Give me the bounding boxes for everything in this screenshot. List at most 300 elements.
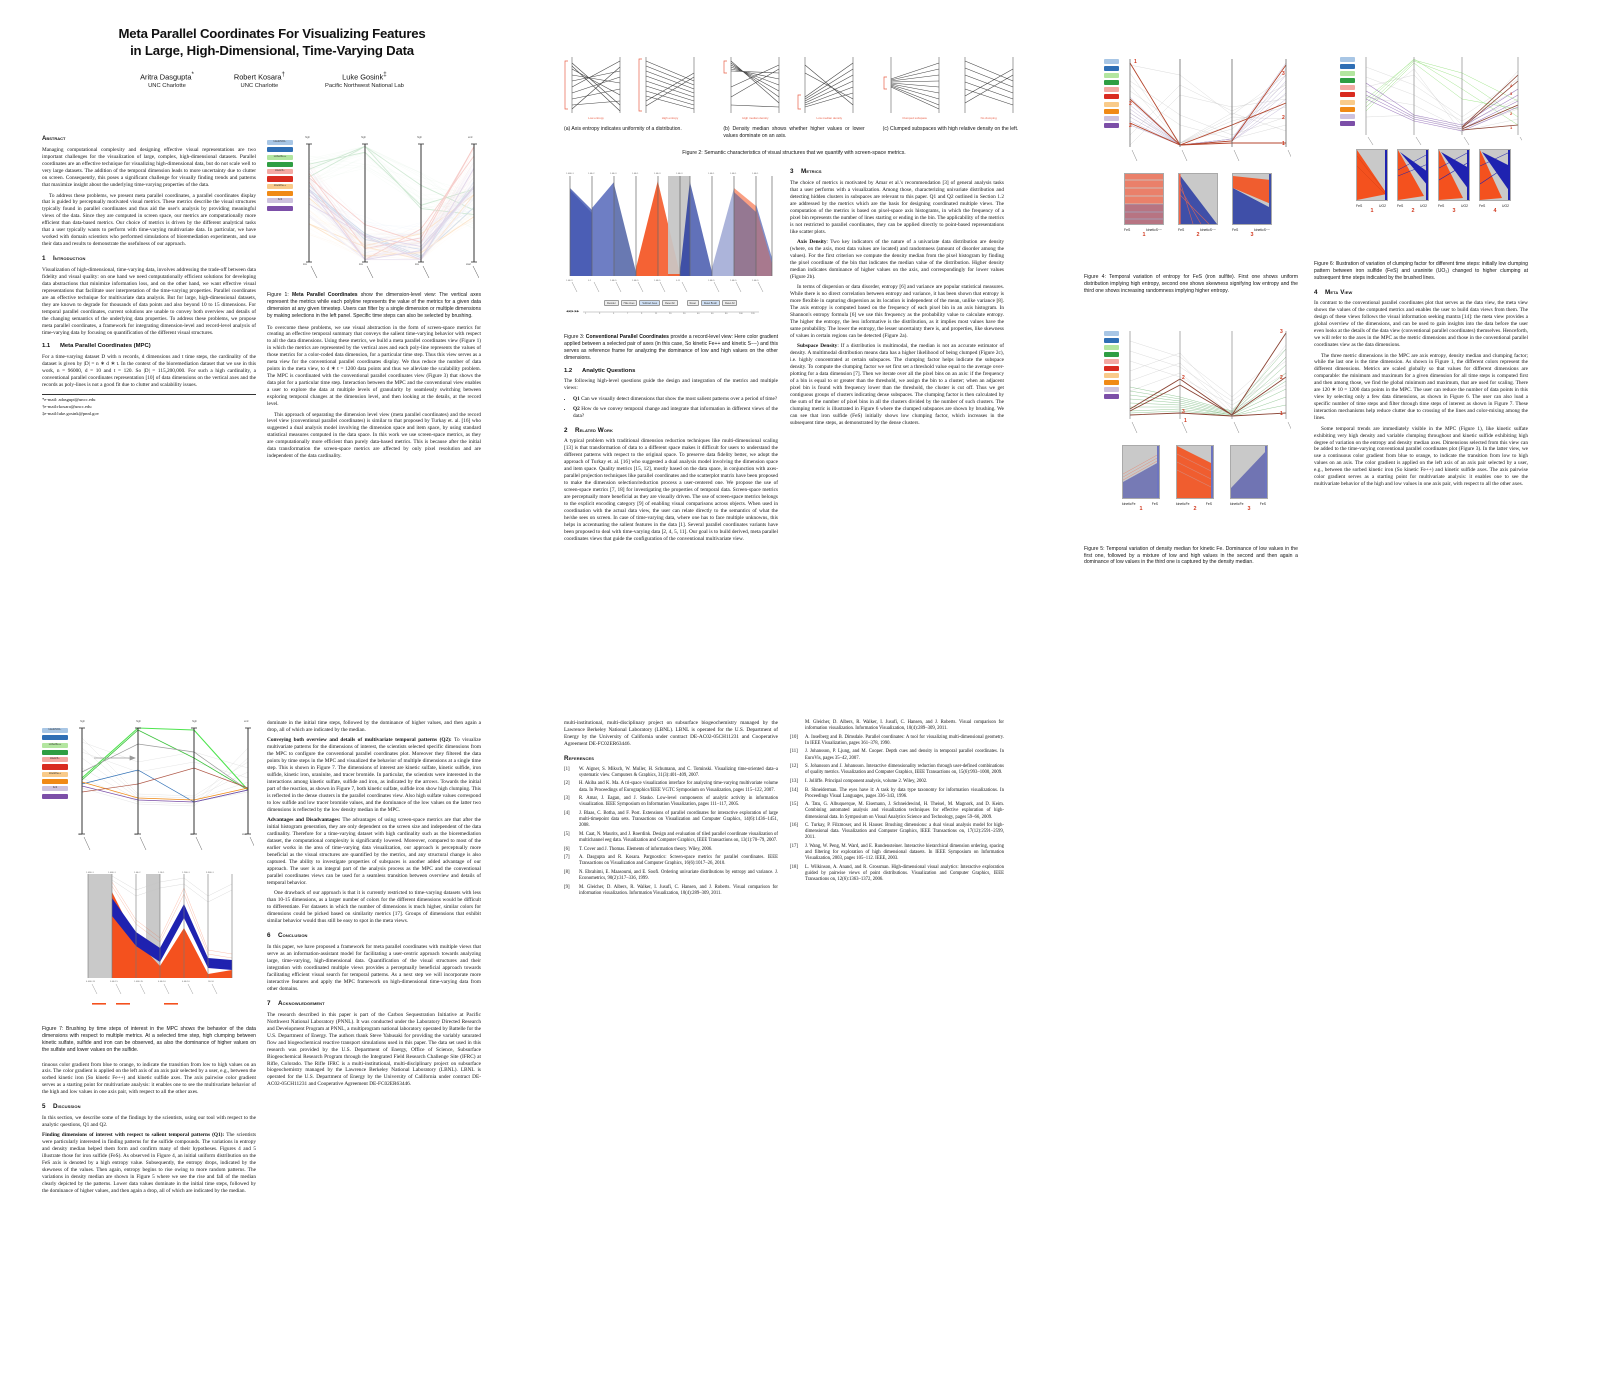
legend-chip[interactable]: FeS: [42, 786, 68, 791]
timeline-icon: ◀◀ ▶ ▶▶: [566, 308, 580, 313]
legend-chip[interactable]: [1340, 64, 1355, 69]
svg-text:11: 11: [654, 313, 658, 315]
figure-3: [564, 168, 778, 318]
metrics-entropy: In terms of dispersion or data disorder, entropy [6] and variance are popular statistical measures. While there is no direct correlation between entropy and variance, it has been shown that entropy is more flexible in capturing dispersion as its location is independent of the mean, unlike variance [8]. The axis entropy is computed based on the frequency of each pixel bin in an axis histogram. In Shannon's entropy formula [6] we use this frequency as the probability value to calculate entropy. The higher the entropy, the less informative is the distribution, as it implies most values have the same probability. The lower the entropy, the lesser uncertainty there is, and properties, like skewness of values in certain regions can be detected (Figure 2a).: [790, 283, 1004, 339]
subtract-axes-button[interactable]: Subtract Axes: [639, 300, 660, 306]
figure-6: [1314, 53, 1528, 253]
figure-7-mpc-plot[interactable]: [74, 722, 254, 854]
column-4: [790, 168, 1004, 430]
reference-item: [4] J. Blaas, C. Botha, and F. Post. Extensions of parallel coordinates for interactive exploration of large multi-timepoint data sets. Transactions on Visualization and Computer Graphics, 14(6):1436–1451, 2008.: [564, 810, 778, 829]
column-1: [42, 136, 256, 417]
section-heading-conclusion: 6 Conclusion: [267, 932, 308, 940]
svg-text:4.00E-13: 4.00E-13: [86, 981, 95, 983]
column-3: [564, 168, 778, 546]
legend-chip[interactable]: kineticFe++: [267, 191, 293, 196]
panel-left-label: FeS: [1397, 203, 1404, 208]
svg-text:4.0E-16: 4.0E-16: [182, 981, 190, 983]
svg-text:1.00E-15: 1.00E-15: [134, 981, 143, 983]
reference-item: [17] J. Wang, W. Peng, M. Ward, and E. Rundensteiner. Interactive hierarchical dimension ordering, spacing and filtering for exploration of high dimensional datasets. In IEEE Symposium on Information Visualization, 2003, pages 105–112. IEEE, 2003.: [790, 844, 1004, 862]
legend-chip[interactable]: kineticFe++: [267, 184, 293, 189]
discussion-q2: Conveying both overview and details of multivariate temporal patterns (Q2): To visualize multivariate patterns for the dimensions of interest, the scientists selected specific dimensions from the MPC to configure the conventional parallel coordinates plot. Moreover they filtered the data points by time steps in the MPC and visualized the behavior of multiple dimensions at a single time step. This is shown in Figure 7. The dimensions of interest are kinetic sulfate, kinetic sulfide, iron sulfide, kinetic iron, uraninite, and tracer bromide. In particular, the scientists were interested in the interactions among kinetic sulfate, sulfide and iron, as indicated by the arrows. Towards the initial part of the reaction, as shown in Figure 7, both kinetic sulfate, sulfide iron show high clumping. This is reflected in the dense clusters in the parallel coordinates view. Also high sulfate values correspond to low sulfide and low tracer bromide values, and the dominance of the low values on the latter two dimensions is reflected by the low density median in the MPC.: [267, 737, 482, 813]
legend-chip[interactable]: FeS: [267, 198, 293, 203]
legend-chip[interactable]: [1340, 71, 1355, 76]
svg-text:30: 30: [682, 313, 686, 315]
svg-text:1: 1: [584, 313, 587, 315]
reference-item: [7] A. Dasgupta and R. Kosara. Pargnostics: Screen-space metrics for parallel coordinates. IEEE Transactions on Visualization and Computer Graphics, 16(6):1017–26, 2010.: [564, 855, 778, 867]
intro-p1: Visualization of high-dimensional, time-varying data, involves addressing the trade-off between data fidelity and visual quality: on one hand we need computationally efficient solutions for developing data abstractions that minimize information loss, and on the other hand, we want effective visual representations that facilitate user interpretation of the time-varying properties. Parallel coordinates are an effective technique for multivariate data analysis. But for large, high-dimensional datasets, they are known to degrade for thousands of data points and also beyond 10 to 15 dimensions. For temporal parallel coordinates, current solutions are unable to convey both overview and details of the changing semantics of the underlying data properties. To address these problems, we propose meta parallel coordinates, a framework for integrating dimension-level and record-level analysis of time-varying data by focusing on quantification of the different visual structures.: [42, 267, 256, 337]
paper-page-2: [24, 700, 1584, 1320]
metrics-axis-density: Axis Density: Two key indicators of the nature of a univariate data distribution are density (where, on the axis, most data values are located) and randomness (amount of disorder among the values). For the first criterion we compute the density median from the pixel histogram by finding the pixel coordinate of the bin that indicates the median value of the distribution. Higher density median indicates dominance of higher values on the axis, and correspondingly for lower values (Figure 2b).: [790, 238, 1005, 280]
axis-top-label: high: [136, 720, 141, 723]
column-6: [1314, 53, 1528, 492]
figure-5-annotation: 2: [1280, 374, 1283, 381]
author-2: Luke Gosink‡ Pacific Northwest National Lab: [324, 70, 404, 90]
svg-text:1E-10: 1E-10: [208, 981, 214, 983]
axis-top-label: high: [80, 720, 85, 723]
figure-3-caption: Figure 3: Conventional Parallel Coordinates provide a record-level view: Here color gradient applied between a selected pair of axes (in this case, So kinetic Fe++ and kinetic S−−) and this serves as reference frame for analyzing the dominance of low and high values on the other dimensions.: [564, 334, 778, 361]
svg-text:1.0E-5: 1.0E-5: [610, 280, 617, 282]
figure-6-panel-1: [1356, 149, 1388, 216]
svg-text:1.0E-5: 1.0E-5: [632, 280, 639, 282]
reference-item: M. Gleicher, D. Albers, R. Walker, I. Jusufi, C. Hansen, and J. Roberts. Visual comparison for information visualization. Information Visualization, 10(4):289–309, 2011.: [805, 720, 1004, 732]
panel-number: 1: [1370, 208, 1374, 215]
legend-chip[interactable]: [1104, 109, 1119, 114]
axis-bottom-label: low: [359, 263, 363, 266]
legend-chip[interactable]: kineticS--: [267, 169, 293, 174]
svg-text:80: 80: [724, 313, 728, 315]
panel-left-label: FeS: [1178, 227, 1185, 232]
panel-right-label: kineticS−−: [1200, 227, 1216, 232]
figure-4-plot[interactable]: [1126, 55, 1291, 173]
legend-chip[interactable]: [1104, 394, 1119, 399]
figure-2b-right-plot: [797, 53, 861, 123]
svg-text:1.0E-5: 1.0E-5: [708, 280, 715, 282]
svg-text:1.0E-3: 1.0E-3: [676, 173, 683, 175]
svg-text:1.00E-1: 1.00E-1: [566, 173, 574, 175]
panel-left-label: FeS: [1232, 227, 1239, 232]
metaview-p2: The three metric dimensions in the MPC are axis entropy, density median and clumping factor; while the last one is the time dimension. As shown in Figure 1, the different colors represent the different dimensions. Metrics are scaled globally so that values for different dimensions are comparable: the minimum and maximum for a given dimension for all time steps is computed first and then among those, we find the global minimum and maximum, that are used for scaling. There are 120 ∗ 10 = 1200 data points in the MPC. The user can reduce the number of data points in this view by selecting only a few data dimensions, as shown in Figure 6. The user can also load a specific number of time steps and filter through time steps of interest as shown in Figure 7. These interaction mechanisms help reduce clutter due to crossing of the lines and color-mixing among the lines.: [1314, 352, 1528, 422]
legend-chip[interactable]: [1340, 57, 1355, 62]
related-p1: A typical problem with traditional dimension reduction techniques like multi-dimensional scaling [13] is that transformation of data to a different space makes it difficult for users to understand the different patterns with respect to the original space. To preserve data fidelity better, we adopt the approach of Turkay et. al. [16] who suggested a dual analysis model involving the dimension space and item space. Quality metrics [15, 12], mostly based on the data space, in conjunction with axes-parallel projection techniques like parallel coordinates and the scatterplot matrix have been proposed to make the dimension selection/reduction process a user-centered one. We propose the use of screen-space metrics [7, 18] for investigating the properties of temporal data. Screen-space metrics are perceptually more beneficial as they are visually driven. The use of screen-space metrics belongs to the explicit encoding category [9] of enabling visual comparisons across objects. When used in coordination with the actual data view, the user can relate directly to the semantics of what the he/she sees on screen. In case of time-varying data, where one has to face multiple unknowns, this helps in accentuating the salient features in the data [1]. Several parallel coordinates variants have been proposed to deal with time-varying data [2, 4, 5, 11]. Our goal is to build derived, meta parallel coordinates views that guide the configuration of the conventional multivariate view.: [564, 438, 778, 543]
page-title: Meta Parallel Coordinates For Visualizing Features in Large, High-Dimensional, Time-Varying Data: [118, 26, 426, 58]
svg-text:1.0E-2: 1.0E-2: [134, 872, 141, 874]
figure-2a-right-plot: [638, 53, 702, 123]
figure-2b-left-plot: [723, 53, 787, 123]
figure-4-legend[interactable]: [1104, 59, 1119, 128]
axis-bottom-label: low: [303, 263, 307, 266]
figure-5-caption: Figure 5: Temporal variation of density median for kinetic Fe. Dominance of low values in the first one, followed by a mixture of low and high values in the second and then again a dominance of low values in the third one is captured by the density median.: [1084, 545, 1298, 566]
axis-bottom-label: low: [415, 263, 419, 266]
figure-5-annotation: 1: [1280, 410, 1283, 417]
svg-text:1.0E-3: 1.0E-3: [610, 173, 617, 175]
column-5: [1084, 53, 1298, 566]
abstract-heading: Abstract: [42, 136, 66, 142]
panel-plot: [1124, 173, 1164, 225]
legend-chip[interactable]: [1104, 66, 1119, 71]
svg-text:60: 60: [710, 313, 714, 315]
panel-number: 3: [1452, 208, 1456, 215]
svg-text:1.0E-1: 1.0E-1: [708, 173, 715, 175]
legend-chip[interactable]: [1340, 100, 1355, 105]
panel-plot: [1356, 149, 1388, 201]
metaview-p3: Some temporal trends are immediately visible in the MPC (Figure 1), like kinetic sulfate exhibiting very high density and variable clumping throughout and kinetic sulfide exhibiting high degree of variation on the entropy and density median axes. Dimensions selected from this view can be added to the time-varying conventional parallel coordinates plot (Figure 3). In the latter view, we use a continuous color gradient from blue to orange, to indicate the transition from low to high values on an axis. The color gradient is applied on the left axis of an axis pair selected by a user, e.g., between the sorbed kinetic iron (So kinetic Fe++) and kinetic sulfide axes. The axis pairwise color gradient serves as a starting point for multivariate analysis: it enables one to see the multivariate behavior of the high and low values in one axis pair, with respect to all the other axes.: [1314, 425, 1528, 488]
figure-2b-label-high: High median density: [742, 116, 769, 120]
legend-chip[interactable]: [1340, 78, 1355, 83]
section-heading-references: References: [564, 754, 594, 762]
figure-6-annotation: 1: [1510, 125, 1513, 130]
legend-chip[interactable]: [1104, 345, 1119, 350]
legend-chip[interactable]: [1104, 387, 1119, 392]
axis-bottom-label: start: [242, 833, 248, 836]
question-q1: • Q1 Can we visually detect dimensions that show the most salient patterns over a period of time?: [573, 396, 778, 403]
metaview-p1: In contrast to the conventional parallel coordinates plot that serves as the data view, the meta view shows the values of the computed metrics and enables the user to build data views from them. The design of these views follows the visual information seeking mantra [14]: the meta view provides a global overview of the dimensions, and can be used to gain insights into the data before the user even looks at the details of the data view (conventional parallel coordinates) themselves. Henceforth, we will refer to the axes in the MPC as the metric dimensions and those in the conventional parallel coordinates view as the data dimensions.: [1314, 300, 1529, 349]
figure-6-annotation: 4: [1510, 83, 1513, 88]
figure-5-annotation: 2: [1182, 374, 1185, 381]
figure-4-panel-1: [1124, 173, 1164, 240]
metrics-p1: The choice of metrics is motivated by Amar et al.'s recommendation [3] of general analysis tasks that a user performs with a visualization. Among those, characterizing univariate distribution and detecting hidden clusters in subspaces are relevant to this paper. Q1 and Q2 outlined in Section 1.2 are addressed by the metrics which are the basis for designing coordinated multiple views. The computation of the metrics is based on pixel-space axis histograms, in which the frequency of a pixel bin represents the number of lines starting or ending in the bin. The applicability of the metrics is not restricted to parallel coordinates, they can be applied directly to point-based representations like scatter plots.: [790, 179, 1004, 235]
figure-4-annotation: 3: [1282, 71, 1285, 77]
legend-chip[interactable]: [1104, 373, 1119, 378]
reference-item: [3] R. Amar, J. Eagan, and J. Stasko. Low-level components of analytic activity in information visualization. IEEE Symposium on Information Visualization, pages 111–117, 2005.: [564, 796, 778, 808]
discussion-advantages: Advantages and Disadvantages: The advantages of using screen-space metrics are that after the initial histogram generation, they are only dependent on the screen size and independent of the data cardinality. Therefore for a time-varying dataset with high cardinality such as the bioremediation dataset, the computational complexity is significantly lowered. Moreover, compared to most of the earlier works in the area of time-varying data visualization, our approach is perceptually more beneficial as the visual structures are quantified by the metrics, and any structural change is also captured. The ability to investigate properties of subspaces is another added advantage of our approach. The user is an integral part of the analysis process as the MPC and the conventional parallel coordinates views can be used for a seamless transition between overview and details of temporal behavior.: [267, 817, 481, 887]
figure-2a-label-high: High entropy: [661, 116, 679, 120]
figure-7: [42, 720, 256, 1020]
title-block: [42, 26, 502, 89]
panel-left-label: FeS: [1124, 227, 1131, 232]
reference-item: [10] A. Inselberg and B. Dimsdale. Parallel coordinates: A tool for visualizing multi-dimensional geometry. In IEEE Visualization, pages 361–378, 1990.: [790, 734, 1004, 746]
column-7: [42, 720, 256, 1198]
legend-chip[interactable]: [1340, 92, 1355, 97]
figure-2c-caption: (c) Clumped subspaces with high relative density on the left.: [882, 126, 1019, 133]
panel-right-label: kineticS−−: [1254, 227, 1270, 232]
figure-2: [564, 53, 1024, 156]
legend-chip[interactable]: kineticS--: [42, 757, 68, 762]
svg-text:7: 7: [626, 313, 629, 315]
axis-top-label: high: [361, 136, 366, 139]
legend-chip[interactable]: [1104, 87, 1119, 92]
discussion-drawback: One drawback of our approach is that it is currently restricted to time-varying datasets with less than 10-15 dimensions, as a larger number of colors for the different dimensions would be difficult to differentiate. For datasets in which the number of dimensions is much higher, similar colors for dimensions could be picked based on similarity metrics [17]. Groups of dimensions that exhibit similar behavior would thus still be easy to spot in the meta views.: [267, 890, 481, 925]
reset-all-button-2[interactable]: Reset All: [722, 300, 737, 306]
figure-5-panel-1: [1122, 445, 1160, 514]
question-q2: • Q2 How do we convey temporal change and integrate that information in different views of the data?: [573, 406, 778, 420]
legend-chip[interactable]: [1104, 80, 1119, 85]
section-heading-analytic-questions: 1.2 Analytic Questions: [564, 367, 636, 374]
panel-number: 1: [1139, 506, 1143, 513]
legend-chip[interactable]: kineticS--: [42, 764, 68, 769]
axis-bottom-label: low: [134, 833, 138, 836]
svg-text:1.0E-5: 1.0E-5: [654, 280, 661, 282]
svg-text:1.0E-3: 1.0E-3: [654, 173, 661, 175]
figure-6-panels: [1356, 149, 1511, 216]
timeline-slider[interactable]: [581, 308, 761, 315]
legend-chip[interactable]: sorbedFe++: [267, 155, 293, 160]
figure-6-legend[interactable]: [1340, 57, 1355, 126]
mpc-p2: To overcome these problems, we use visual abstraction in the form of screen-space metrics for creating an effective temporal summary that conveys the salient time-varying behavior with respect to all the data dimensions. Using these metrics, we build a meta parallel coordinates view (Figure 1) in which the metrics are represented by the vertical axes and each poly-line represents the values of those metrics for a color-coded data dimension, for a particular time step. Thus this view serves as a meta view for the conventional parallel coordinates display. We thus reduce the number of data points in the meta view, to d ∗ t = 1200 data points and thus we alleviate the scalability problem. The MPC is coordinated with the conventional parallel coordinates view (Figure 3) that shows the data plot for a particular time step. Interaction between the MPC and the conventional view enables a user to explore the data at multiple levels of granularity by seamlessly switching between exploring temporal changes at the dimension level, and then looking at the details, at the record level.: [267, 324, 481, 408]
column-9: [564, 720, 778, 899]
reference-item: [8] N. Ebrahimi, E. Maasoumi, and E. Soofi. Ordering univariate distributions by entropy and variance. J. Econometrics, 90(2):317–336, 1999.: [564, 869, 778, 882]
panel-plot: [1178, 173, 1218, 225]
svg-text:1.1E-1: 1.1E-1: [158, 872, 165, 874]
legend-chip[interactable]: [1340, 121, 1355, 126]
svg-text:1.0E-5: 1.0E-5: [752, 280, 759, 282]
figure-6-annotation: 3: [1510, 91, 1513, 96]
legend-chip[interactable]: [1104, 94, 1119, 99]
figure-2a: [564, 53, 705, 140]
reference-item: [11] J. Johansson, P. Ljung, and M. Cooper. Depth cues and density in temporal parallel coordinates. In EuroVis, pages 35–42, 2007.: [790, 749, 1004, 761]
panel-right-label: kineticS−−: [1146, 227, 1162, 232]
reference-item: [6] T. Cover and J. Thomas. Elements of information theory. Wiley, 2006.: [564, 846, 713, 852]
figure-1-plot[interactable]: [299, 136, 479, 281]
figure-4-panels: [1124, 173, 1272, 240]
figure-6-caption: Figure 6: Illustration of variation of clumping factor for different time steps: initially low clumping pattern between iron sulfide (FeS) and uraninite (UO₂) changed to higher clumping at subsequent time steps indicated by the brushed lines.: [1314, 261, 1529, 281]
figure-4-annotation: 2: [1129, 123, 1132, 129]
figure-2c: [883, 53, 1024, 140]
figure-2c-label-noclump: No clumping: [980, 116, 997, 120]
column-2: [267, 136, 481, 464]
svg-text:9: 9: [640, 313, 643, 315]
panel-left-label: FeS: [1438, 203, 1445, 208]
reference-item: [5] M. Caat, N. Maurits, and J. Roerdink. Design and evaluation of tiled parallel coordinate visualization of multichannel eeg data. Visualization and Computer Graphics, IEEE Transactions on, 13(1):70–79, 2007.: [564, 831, 778, 844]
figure-4-annotation: 2: [1282, 115, 1285, 121]
panel-right-label: UO2: [1461, 203, 1468, 208]
reference-item: [13] I. Jolliffe. Principal component analysis, volume 2. Wiley, 2002.: [790, 778, 928, 784]
figure-4-panel-2: [1178, 173, 1218, 240]
legend-chip[interactable]: [1104, 73, 1119, 78]
column-10: [790, 720, 1004, 886]
figure-4-annotation: 2: [1129, 101, 1132, 107]
panel-left-label: kineticFe: [1122, 501, 1136, 506]
figure-3-timeline[interactable]: [566, 308, 761, 315]
reference-list-part-2: [790, 720, 1004, 883]
figure-2c-label-clumped: Clumped subspace: [902, 116, 928, 120]
axis-top-label: end: [468, 136, 473, 139]
reference-item: [18] L. Wilkinson, A. Anand, and R. Grossman. High-dimensional visual analytics: Interactive exploration guided by pairwise views of point distributions. Visualization and Computer Graphics, IEEE Transactions on, 12(6):1363–1372, 2006.: [790, 864, 1004, 883]
panel-plot: [1438, 149, 1470, 201]
svg-text:1.05E-1: 1.05E-1: [86, 872, 94, 874]
figure-6-panel-4: [1479, 149, 1511, 216]
legend-chip[interactable]: [1104, 102, 1119, 107]
legend-chip[interactable]: kineticS--: [267, 176, 293, 181]
axis-top-label: end: [244, 720, 249, 723]
legend-chip[interactable]: kineticFe++: [42, 779, 68, 784]
svg-text:1.0E-5: 1.0E-5: [730, 280, 737, 282]
section-heading-metrics: 3 Metrics: [790, 168, 822, 175]
panel-number: 2: [1411, 208, 1415, 215]
reset-brush-button[interactable]: Reset Brush: [701, 300, 720, 306]
reference-item: [9] M. Gleicher, D. Albers, R. Walker, I. Jusufi, C. Hansen, and J. Roberts. Visual comparison for information visualization. Information Visualization, 10(4):289–309, 2011.: [564, 884, 778, 896]
panel-number: 3: [1247, 506, 1251, 513]
legend-chip[interactable]: [1104, 338, 1119, 343]
reference-item: [12] S. Johansson and J. Johansson. Interactive dimensionality reduction through user-defined combinations of quality metrics. Visualization and Computer Graphics, IEEE Transactions on, 15(6):993–1000, 2009.: [790, 764, 1004, 776]
axis-top-label: high: [305, 136, 310, 139]
figure-1-caption: Figure 1: Meta Parallel Coordinates show the dimension-level view: The vertical axes represent the metrics while each polyline represents the value of the metrics for a given data dimension at any given timestep. Users can filter by a single dimension or multiple dimensions by making selections in the left panel. Specific time steps can also be selected by brushing.: [267, 292, 481, 319]
svg-text:1.0E-1: 1.0E-1: [730, 173, 737, 175]
figure-6-annotation: 2: [1510, 111, 1513, 116]
legend-chip[interactable]: [1104, 366, 1119, 371]
reset-button[interactable]: Reset: [687, 300, 699, 306]
ack-overflow: multi-institutional, multi-disciplinary project on subsurface biogeochemistry managed by the Lawrence Berkeley National Laboratory (LBNL). LBNL is operated for the U.S. Department of Energy by the University of California under contract DE-AC02-05CH11231 and Cooperative Agreement DE-FC02ER63446.: [564, 720, 778, 747]
reference-item: [2] H. Akiba and K. Ma. A tri-space visualization interface for analyzing time-varying multivariate volume data. In Proceedings of Eurographics/IEEE VGTC Symposium on Visualization, pages 115–122, 2007.: [564, 781, 778, 793]
legend-chip[interactable]: kineticFe++: [42, 772, 68, 777]
figure-7-legend[interactable]: [42, 728, 68, 799]
legend-chip[interactable]: [1340, 114, 1355, 119]
reorder-button[interactable]: Reorder: [604, 300, 619, 306]
ack-p1: The research described in this paper is part of the Carbon Sequestration Initiative at Pacific Northwest National Laboratory (PNNL). It was conducted under the Laboratory Directed Research and Development Program at PNNL, a multiprogram national laboratory operated by Battelle for the U.S. Department of Energy. The authors thank Steve Yabusaki for providing the variably saturated flow and biogeochemical reactive transport simulations used in this paper. The data set used in this research was provided by the U.S. Department of Energy, Office of Science, Subsurface Biogeochemical Research Program through the Integrated Field Research Challenge Site (IFRC) at Rifle, Colorado. The Rifle IFRC is a multi-institutional, multi-disciplinary project on subsurface biogeochemistry managed by the Lawrence Berkeley National Laboratory (LBNL). LBNL is operated for the U.S. Department of Energy by the University of California under contract DE-AC02-05CH11231 and Cooperative Agreement DE-FC02ER63446.: [267, 1011, 481, 1088]
discussion-q1-overflow: dominate in the initial time steps, followed by the dominance of higher values, and then again a drop, all of which are indicated by the median.: [267, 720, 481, 733]
section-heading-discussion: 5 Discussion: [42, 1103, 81, 1111]
figure-6-plot[interactable]: [1362, 55, 1522, 147]
svg-text:5.0E-15: 5.0E-15: [110, 981, 118, 983]
author-list: [42, 71, 502, 89]
svg-text:0.1: 0.1: [588, 280, 592, 282]
reference-list-part-1: [564, 767, 778, 897]
figure-4: [1084, 53, 1298, 268]
panel-right-label: FeS: [1205, 501, 1212, 506]
legend-chip[interactable]: [1104, 59, 1119, 64]
panel-plot: [1230, 445, 1268, 499]
analytic-lead: The following high-level questions guide the design and integration of the metrics and multiple views:: [564, 378, 778, 392]
author-1: Robert Kosara† UNC Charlotte: [233, 70, 285, 90]
metaview-p3-cont: tinuous color gradient from blue to orange, to indicate the transition from low to high values on an axis. The color gradient is applied on the left axis of an axis pair selected by a user, e.g., between the sorbed kinetic iron (So kinetic Fe++) and kinetic sulfide axes. The axis pairwise color gradient serves as a starting point for multivariate analysis: it enables one to see the multivariate behavior of the high and low values in one axis pair, with respect to all the other axes.: [42, 1061, 256, 1096]
panel-left-label: kineticFe: [1176, 501, 1190, 506]
legend-chip[interactable]: sorbedFe++: [42, 743, 68, 748]
panel-right-label: UO2: [1379, 203, 1386, 208]
figure-4-caption: Figure 4: Temporal variation of entropy for FeS (iron sulfite). First one shows uniform distribution implying high entropy, second one shows skewness signifying low entropy and the third one shows increasing randomness implying higher entropy.: [1084, 274, 1298, 294]
legend-chip[interactable]: [1340, 85, 1355, 90]
panel-right-label: FeS: [1151, 501, 1158, 506]
reference-item: [15] A. Tatu, G. Albuquerque, M. Eisemann, J. Schneidewind, H. Theisel, M. Magnork, and D. Keim. Combining automated analysis and visualization techniques for effective exploration of high-dimensional data. In Symposium on Visual Analytics Science and Technology, pages 59–66, 2009.: [790, 802, 1004, 820]
figure-2c-left-plot: [883, 53, 947, 123]
panel-left-label: kineticFe: [1230, 501, 1244, 506]
panel-plot: [1176, 445, 1214, 499]
svg-text:1.0E-3: 1.0E-3: [566, 280, 573, 282]
mpc-p1: For a time-varying dataset D with n records, d dimensions and t time steps, the cardinality of the dataset is given by |D| = n ∗ d ∗ t. In the context of the bioremediation dataset that we use in this work, n = 96000, d = 10 and t = 120. So |D| = 115,200,000. For such a high cardinality, a conventional parallel coordinates representation [10] of data dimensions on the vertical axes and the records as poly-lines is not a good fit due to clutter and scalability issues.: [42, 353, 256, 388]
legend-chip[interactable]: UO2: [42, 794, 68, 799]
reset-all-button[interactable]: Reset All: [662, 300, 677, 306]
svg-text:0.11: 0.11: [676, 280, 681, 282]
abstract-p2: To address these problems, we present meta parallel coordinates, a parallel coordinates display that is guided by perceptually motivated visual metrics. These metrics describe the visual structures typically found in parallel coordinates and thus aid the user's analysis by providing meaningful views of the data. Since they are computed in screen space, our metrics are computationally more efficient than data-based metrics. Our choice of metrics is driven by the different analytical tasks that a user typically wants to perform with time-varying multivariate data. In particular, we have worked with domain scientists who performed simulations of bioremediation experiments, and use their data and results to demonstrate the usefulness of our approach.: [42, 192, 256, 248]
legend-chip[interactable]: [1104, 359, 1119, 364]
figure-5-annotation: 3: [1182, 408, 1185, 415]
legend-chip[interactable]: [1104, 116, 1119, 121]
figure-2a-caption: (a) Axis entropy indicates uniformity of a distribution.: [564, 126, 682, 133]
svg-text:1.0E-1: 1.0E-1: [752, 173, 759, 175]
panel-left-label: FeS: [1356, 203, 1363, 208]
section-heading-introduction: 1 Introduction: [42, 255, 86, 263]
panel-plot: [1232, 173, 1272, 225]
axis-bottom-label: low: [190, 833, 194, 836]
legend-chip[interactable]: kineticSO4--: [42, 735, 68, 740]
svg-text:9.90E-1: 9.90E-1: [206, 872, 214, 874]
figure-1-legend[interactable]: [267, 140, 293, 211]
hide-axes-button[interactable]: Hide Axes: [621, 300, 638, 306]
figure-5-panels: [1122, 445, 1268, 514]
svg-text:3: 3: [598, 313, 601, 315]
abstract-p1: Managing computational complexity and designing effective visual representations are two important challenges for the visualization of large, complex, high-dimensional datasets. Parallel coordinates are an effective technique for visualizing high-dimensional data, but do not scale well to very large datasets. The addition of the temporal dimension leads to more uncertainty due to clutter on screen. Consequently, this poses a significant challenge for visually finding trends and patterns that maximize insight about the underlying time-varying properties of the data.: [42, 147, 256, 189]
axis-top-label: high: [192, 720, 197, 723]
legend-chip[interactable]: [1104, 352, 1119, 357]
section-heading-related-work: 2 Related Work: [564, 426, 614, 434]
figure-3-plot[interactable]: [564, 168, 778, 300]
legend-chip[interactable]: sorbedFe++: [267, 162, 293, 167]
panel-right-label: UO2: [1502, 203, 1509, 208]
svg-text:4.4E-16: 4.4E-16: [158, 981, 166, 983]
reference-item: [14] B. Shneiderman. The eyes have it: A task by data type taxonomy for information visualizations. In Proceedings Visual Languages, pages 336–343, 1996.: [790, 787, 1004, 799]
legend-chip[interactable]: [1104, 380, 1119, 385]
figure-7-pc-plot[interactable]: [86, 870, 236, 1010]
figure-5-plot[interactable]: [1126, 327, 1291, 445]
legend-chip[interactable]: kineticSO4--: [267, 140, 293, 145]
legend-chip[interactable]: UO2: [267, 206, 293, 211]
svg-text:1.0E-2: 1.0E-2: [588, 173, 595, 175]
legend-chip[interactable]: sorbedFe++: [42, 750, 68, 755]
figure-5-annotation: 1: [1184, 417, 1187, 424]
figure-2b: [723, 53, 864, 140]
section-heading-meta-view: 4 Meta View: [1314, 288, 1353, 296]
legend-chip[interactable]: kineticSO4--: [267, 147, 293, 152]
section-heading-acknowledgement: 7 Acknowledgement: [267, 999, 325, 1007]
metrics-subspace: Subspace Density: If a distribution is multimodal, the median is not an accurate estimator of density. A multimodal distribution means data has a higher likelihood of being clumped (Figure 2c), i.e. highly concentrated at certain subspaces. The clumping factor helps indicate the subspace density. To compute the clumping factor we set first set a threshold value equal to the average over-plotting for a data dimension [7]. Then we iterate over all the pixel bins on an axis: if the frequency of a bin is equal to or greater than the threshold, we assign the bin to a cluster; when an adjacent pixel bin is found with frequency lower than the threshold, the cluster is cut off. Thus we get contiguous groups of clusters indicating dense subspaces. The clumping factor is then calculated by the sum of the number of pixel bins in all the clusters divided by the number of such clusters. The clumping metric is illustrated in Figure 6 where the clumped subspaces are shown by brushing. We can see that iron sulfide (FeS) initially shows low clumping factor, which increases in the subsequent time steps, as demonstrated by the dense clusters.: [790, 343, 1004, 426]
svg-text:100: 100: [738, 313, 743, 315]
svg-text:20: 20: [668, 313, 672, 315]
figure-2a-label-low: Low entropy: [588, 116, 604, 120]
legend-chip[interactable]: [1104, 331, 1119, 336]
legend-chip[interactable]: [1340, 107, 1355, 112]
legend-chip[interactable]: [1104, 123, 1119, 128]
axis-top-label: high: [417, 136, 422, 139]
reference-item: [1] W. Aigner, S. Miksch, W. Muller, H. Schumann, and C. Tominski. Visualizing time-oriented data–a systematic view. Computers & Graphics, 31(3):401–409, 2007.: [564, 766, 778, 778]
figure-5: [1084, 325, 1298, 540]
figure-2-caption: Figure 2: Semantic characteristics of visual structures that we quantify with screen-space metrics.: [682, 150, 906, 157]
figure-5-panel-2: [1176, 445, 1214, 514]
figure-2b-label-low: Low median density: [816, 116, 843, 120]
figure-6-panel-2: [1397, 149, 1429, 216]
svg-text:5: 5: [612, 313, 615, 315]
panel-number: 3: [1250, 232, 1254, 239]
figure-5-legend[interactable]: [1104, 331, 1119, 400]
panel-plot: [1122, 445, 1160, 499]
analytic-question-list: [564, 396, 778, 420]
author-footnotes: *e-mail: adasgupt@uncc.edu †e-mail:rkosara@uncc.edu ‡e-mail:luke.gosink@pnnl.gov: [42, 394, 256, 417]
panel-right-label: FeS: [1259, 501, 1266, 506]
reference-item: [16] C. Turkay, P. Filzmoser, and H. Hauser. Brushing dimensions: a dual visual analysis model for high-dimensional data. Visualization and Computer Graphics, IEEE Transactions on, 17(12):2591–2599, 2011.: [790, 823, 1004, 841]
axis-bottom-label: start: [466, 263, 472, 266]
conclusion-p1: In this paper, we have proposed a framework for meta parallel coordinates with multiple views that serve as an information-assistant model for facilitating a user-centric approach towards analyzing large, time-varying, high-dimensional data. Quantification of the visual structures and their integration with coordinated multiple views provides a perceptually beneficial approach towards facilitating efficient visual search for temporal patterns. As a next step we will incorporate more interactive features and apply the MPC framework on high-dimensional time-varying data from other domains.: [267, 943, 481, 992]
paper-page-1: [24, 8, 1584, 648]
figure-4-annotation: 1: [1134, 59, 1137, 65]
figure-2c-right-plot: [957, 53, 1021, 123]
figure-4-panel-3: [1232, 173, 1272, 240]
panel-left-label: FeS: [1479, 203, 1486, 208]
figure-2a-left-plot: [564, 53, 628, 123]
figure-7-caption: Figure 7: Brushing by time steps of interest in the MPC shows the behavior of the data dimensions with respect to multiple metrics. At a selected time step, high clumping between kinetic sulfate, sulfide and iron can be observed, as also the dominance of higher values on the sulfate and lower values on the sulfide.: [42, 1026, 256, 1053]
figure-1: [267, 136, 481, 288]
mpc-p3: This approach of separating the dimension level view (meta parallel coordinates) and the record level view (conventional parallel coordinates) is similar to that proposed by Turkay et. al. [16] who suggested a dual analysis model involving the dimension space and item space, by using standard statistical measures computed in the data space. In this work we use screen-space metrics, as they are computationally more efficient than purely data-based metrics. This is because after the initial data transformation the screen-space metrics are affected by only pixel resolution and are independent of the data cardinality.: [267, 411, 481, 460]
figure-2b-caption: (b) Density median shows whether higher values or lower values dominate on an axis.: [723, 126, 865, 140]
panel-right-label: UO2: [1420, 203, 1427, 208]
figure-4-annotation: 1: [1282, 141, 1285, 147]
figure-5-annotation: 3: [1280, 328, 1283, 335]
discussion-q1: Finding dimensions of interest with respect to salient temporal patterns (Q1): The scientists were particularly interested in finding patterns for the sulfide compounds. The variations in entropy and density median helped them form and confirm many of their hypotheses. Figures 4 and 5 illustrate those for iron sulfide (FeS). As observed in Figure 4, an initial uniform distribution on the FeS axis is denoted by a high entropy value. Subsequently, the entropy drops, indicated by the skewness of the values. Then again, entropy begins to rise owing to more random patterns. The variations in density median are shown in Figure 5 where we see the rise and fall of the median clearly depicted by the patterns. Lower data values dominate in the initial time steps, followed by the dominance of higher values, and then again a drop, all of which are indicated by the median.: [42, 1132, 257, 1195]
figure-3-toolbar[interactable]: [604, 300, 737, 306]
svg-text:40: 40: [696, 313, 700, 315]
svg-text:1.20E-1: 1.20E-1: [182, 872, 190, 874]
discussion-p1: In this section, we describe some of the findings by the scientists, using our tool with respect to the analytic questions, Q1 and Q2.: [42, 1115, 256, 1129]
figure-6-panel-3: [1438, 149, 1470, 216]
legend-chip[interactable]: kineticSO4--: [42, 728, 68, 733]
svg-text:120: 120: [750, 313, 755, 315]
panel-number: 2: [1196, 232, 1200, 239]
